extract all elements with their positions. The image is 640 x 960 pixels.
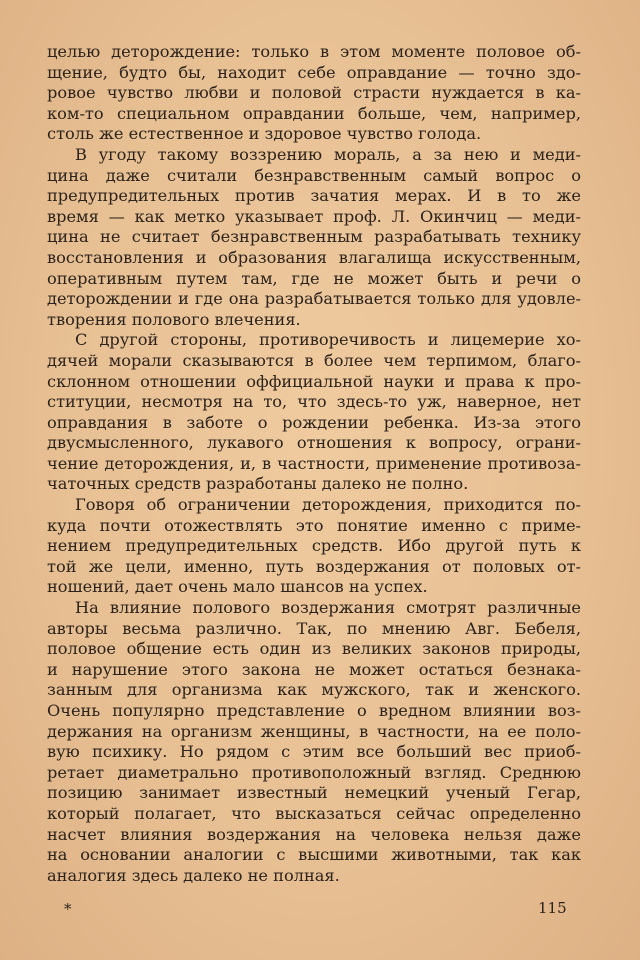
text-line: чаточных средств разработаны далеко не полно. (47, 474, 469, 494)
text-line: склонном отношении оффициальной науки и права к про- (47, 371, 581, 391)
text-line: насчет влияния воздержания на человека нельзя даже (47, 824, 581, 844)
text-line: Говоря об ограничении деторождения, приходится по- (75, 495, 581, 515)
page-number: 115 (538, 899, 567, 917)
text-line: Очень популярно представление о вредном влиянии воз- (47, 701, 581, 720)
text-line: предупредительных против зачатия мерах. И в то же (47, 186, 581, 206)
text-line: позицию занимает известный немецкий ученый Гегар, (47, 783, 581, 803)
paragraph (47, 42, 581, 145)
text-line: ституции, несмотря на то, что здесь-то уж, наверное, нет (47, 392, 581, 412)
text-line: держания на организм женщины, в частности, на ее поло- (47, 721, 581, 741)
text-line: аналогия здесь далеко не полная. (47, 865, 340, 885)
text-line: двусмысленного, лукавого отношения к вопросу, ограни- (47, 433, 581, 453)
text-line: время — как метко указывает проф. Л. Окинчиц — меди- (47, 206, 581, 226)
text-line: ком-то специальном оправдании больше, чем, например, (47, 103, 581, 123)
text-line: и нарушение этого закона не может остаться безнака- (47, 659, 581, 679)
text-line: На влияние полового воздержания смотрят различные (75, 598, 581, 618)
text-line: творения полового влечения. (47, 309, 301, 329)
text-line: который полагает, что высказаться сейчас определенно (47, 803, 581, 823)
paragraph (47, 495, 581, 598)
text-line: куда почти отожествлять это понятие именно с приме- (47, 515, 581, 535)
footer-asterisk: * (64, 900, 72, 918)
text-line: ровое чувство любви и половой страсти нуждается в ка- (47, 83, 581, 103)
text-line: половое общение есть один из великих законов природы, (47, 639, 581, 659)
body-text (47, 42, 581, 886)
text-line: цина даже считали безнравственным самый вопрос о (47, 165, 581, 185)
text-line: авторы весьма различно. Так, по мнению Авг. Бебеля, (47, 618, 581, 638)
paragraph (47, 598, 581, 886)
text-line: оправдания в заботе о рождении ребенка. Из-за этого (47, 412, 581, 432)
text-line: столь же естественное и здоровое чувство голода. (47, 124, 482, 144)
text-line: цина не считает безнравственным разрабатывать технику (47, 227, 581, 247)
text-line: оперативным путем там, где не может быть и речи о (47, 268, 581, 288)
text-line: занным для организма как мужского, так и женского. (47, 680, 581, 700)
paragraph (47, 330, 581, 495)
text-line: восстановления и образования влагалища искусственным, (47, 247, 581, 267)
text-line: нением предупредительных средств. Ибо другой путь к (47, 536, 581, 556)
text-line: на основании аналогии с высшими животными, так как (47, 845, 581, 865)
text-line: вую психику. Но рядом с этим все больший вес приоб- (47, 742, 581, 762)
text-line: В угоду такому воззрению мораль, а за нею и меди- (75, 144, 581, 164)
text-line: ретает диаметрально противоположный взгляд. Среднюю (47, 762, 581, 782)
text-line: дячей морали сказываются в более чем терпимом, благо- (47, 350, 581, 370)
text-line: целью деторождение: только в этом моменте половое об- (47, 42, 581, 61)
text-line: той же цели, именно, путь воздержания от половых от- (47, 556, 581, 576)
text-line: щение, будто бы, находит себе оправдание — точно здо- (47, 62, 581, 82)
text-line: чение деторождения, и, в частности, применение противоза- (47, 453, 581, 473)
text-line: деторождении и где она разрабатывается только для удовле- (47, 289, 581, 309)
text-line: ношений, дает очень мало шансов на успех. (47, 577, 428, 597)
text-line: С другой стороны, противоречивость и лицемерие хо- (75, 330, 581, 350)
paragraph (47, 145, 581, 330)
